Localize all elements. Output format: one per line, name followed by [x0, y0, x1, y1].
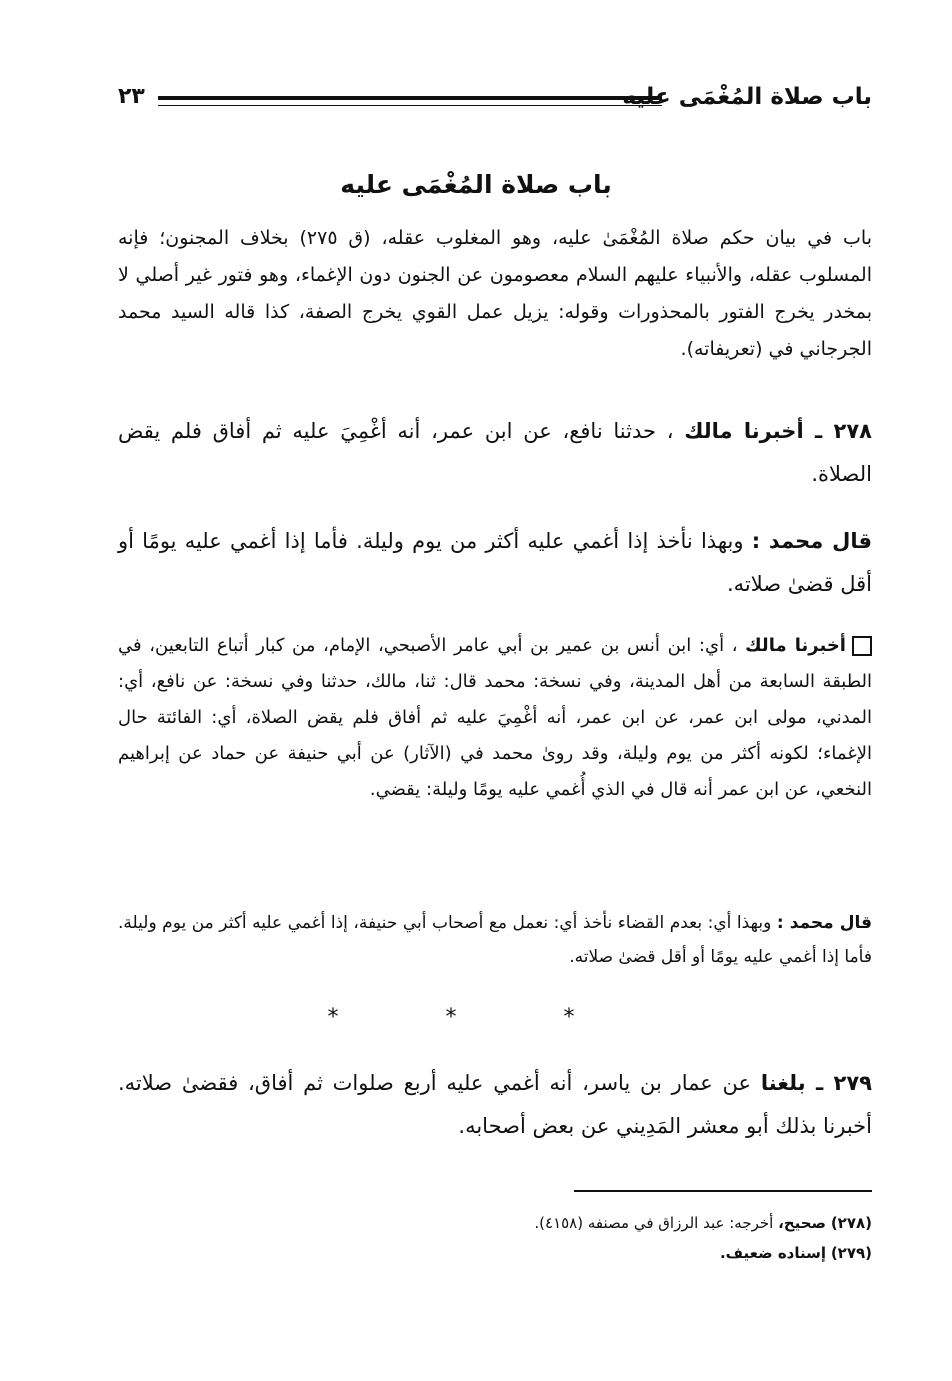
footnote-278: [118, 1208, 872, 1238]
hadith-279: [118, 1062, 872, 1148]
footnote-ref: (٢٧٨): [830, 1214, 872, 1232]
qala-muhammad-1-text: وبهذا نأخذ إذا أغمي عليه أكثر من يوم وليلة. فأما إذا أغمي عليه يومًا أو أقل قضىٰ صلاته.: [118, 529, 872, 596]
footnote-grade: إسناده ضعيف.: [719, 1244, 827, 1262]
qala-muhammad-2: [118, 906, 872, 974]
chapter-title: باب صلاة المُغْمَى عليه: [340, 170, 612, 199]
qala-muhammad-2-lead: قال محمد :: [776, 913, 872, 933]
section-separator: * * *: [327, 1005, 625, 1030]
header-rule: [158, 96, 662, 106]
footnote-text: أخرجه: عبد الرزاق في مصنفه (٤١٥٨).: [534, 1214, 774, 1232]
qala-muhammad-1: [118, 520, 872, 606]
running-title: باب صلاة المُغْمَى عليه: [622, 84, 872, 110]
running-header: [118, 84, 872, 124]
qala-muhammad-1-lead: قال محمد :: [751, 529, 872, 553]
square-box-icon: [852, 636, 872, 656]
hadith-278: [118, 410, 872, 496]
footnote-rule: [574, 1190, 872, 1192]
footnote-grade: صحيح،: [778, 1214, 827, 1232]
footnotes: [118, 1208, 872, 1268]
footnote-279: [118, 1238, 872, 1268]
hadith-279-lead: ٢٧٩ ـ بلغنا: [760, 1071, 872, 1095]
commentary-lead: أخبرنا مالك: [745, 635, 846, 656]
hadith-278-lead: ٢٧٨ ـ أخبرنا مالك: [684, 419, 872, 443]
hadith-278-text: ، حدثنا نافع، عن ابن عمر، أنه أغْمِيَ عليه ثم أفاق فلم يقض الصلاة.: [118, 419, 872, 486]
hadith-279-text: عن عمار بن ياسر، أنه أغمي عليه أربع صلوات ثم أفاق، فقضىٰ صلاته. أخبرنا بذلك أبو معشر المَدِيني عن بعض أصحابه.: [118, 1071, 872, 1138]
commentary-paragraph: [118, 628, 872, 808]
page-number: ٢٣: [118, 84, 145, 109]
qala-muhammad-2-text: وبهذا أي: بعدم القضاء نأخذ أي: نعمل مع أصحاب أبي حنيفة، إذا أغمي عليه أكثر من يوم وليلة. فأما إذا أغمي عليه يومًا أو أقل قضىٰ صلاته.: [118, 913, 872, 967]
intro-paragraph: باب في بيان حكم صلاة المُغْمَىٰ عليه، وهو المغلوب عقله، (ق ٢٧٥) بخلاف المجنون؛ فإنه المسلوب عقله، والأنبياء عليهم السلام معصومون عن الجنون دون الإغماء، وهو فتور غير أصلي لا بمخدر يخرج الفتور بالمحذورات وقوله: يزيل عمل القوي يخرج الصفة، كذا قاله السيد محمد الجرجاني في (تعريفاته).: [118, 227, 872, 360]
footnote-ref: (٢٧٩): [830, 1244, 872, 1262]
commentary-text: ، أي: ابن أنس بن عمير بن أبي عامر الأصبحي، الإمام، من كبار أتباع التابعين، في الطبقة السابعة من أهل المدينة، وفي نسخة: محمد قال: ثنا، مالك، حدثنا وفي نسخة: عن نافع، أي: المدني، مولى ابن عمر، عن ابن عمر، أنه أغْمِيَ عليه ثم أفاق فلم يقض الصلاة، أي: الفائتة حال الإغماء؛ لكونه أكثر من يوم وليلة، وقد روىٰ محمد في (الآثار) عن أبي حنيفة عن حماد عن إبراهيم النخعي، عن ابن عمر أنه قال في الذي أُغمي عليه يومًا وليلة: يقضي.: [118, 635, 872, 800]
